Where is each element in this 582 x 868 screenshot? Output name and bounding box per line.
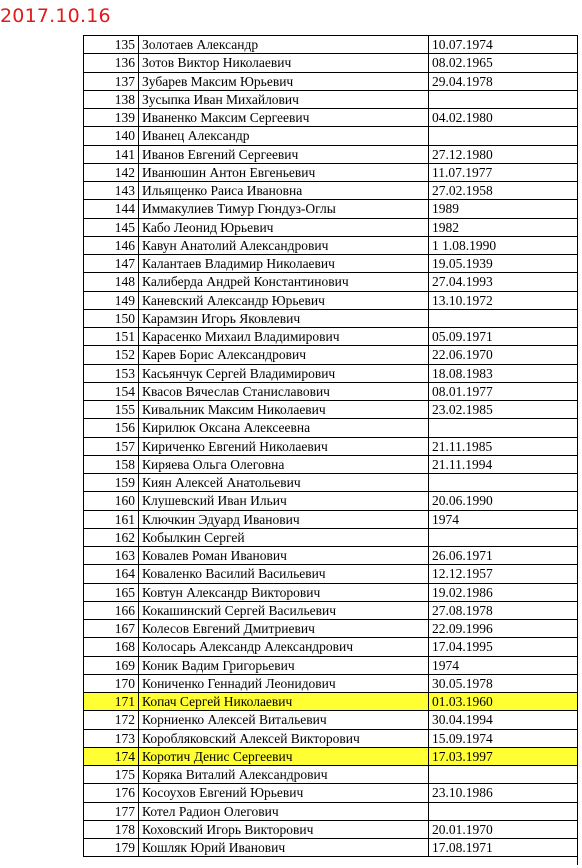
row-number: 179 <box>84 839 139 857</box>
birth-date: 21.11.1985 <box>429 437 578 455</box>
roster-body <box>84 36 578 857</box>
table-row <box>84 510 578 528</box>
row-number: 153 <box>84 364 139 382</box>
row-number: 159 <box>84 474 139 492</box>
row-number: 160 <box>84 492 139 510</box>
table-row <box>84 437 578 455</box>
table-row <box>84 36 578 54</box>
table-row <box>84 419 578 437</box>
row-number: 151 <box>84 328 139 346</box>
birth-date: 11.07.1977 <box>429 163 578 181</box>
table-row <box>84 328 578 346</box>
person-name: Квасов Вячеслав Станиславович <box>139 382 429 400</box>
row-number: 148 <box>84 273 139 291</box>
row-number: 146 <box>84 236 139 254</box>
person-name: Зубарев Максим Юрьевич <box>139 72 429 90</box>
birth-date: 17.03.1997 <box>429 747 578 765</box>
table-row <box>84 620 578 638</box>
row-number: 169 <box>84 656 139 674</box>
person-name: Коротич Денис Сергеевич <box>139 747 429 765</box>
table-row <box>84 638 578 656</box>
birth-date: 17.08.1971 <box>429 839 578 857</box>
birth-date: 19.05.1939 <box>429 255 578 273</box>
table-row <box>84 309 578 327</box>
birth-date: 27.04.1993 <box>429 273 578 291</box>
birth-date <box>429 90 578 108</box>
table-row <box>84 291 578 309</box>
person-name: Киряева Ольга Олеговна <box>139 455 429 473</box>
birth-date <box>429 766 578 784</box>
table-row <box>84 145 578 163</box>
person-name: Иммакулиев Тимур Гюндуз-Оглы <box>139 200 429 218</box>
row-number: 154 <box>84 382 139 400</box>
birth-date <box>429 474 578 492</box>
row-number: 152 <box>84 346 139 364</box>
person-name: Ковалев Роман Иванович <box>139 547 429 565</box>
person-name: Иванец Александр <box>139 127 429 145</box>
row-number: 164 <box>84 565 139 583</box>
row-number: 144 <box>84 200 139 218</box>
row-number: 165 <box>84 583 139 601</box>
person-name: Калиберда Андрей Константинович <box>139 273 429 291</box>
person-name: Кабо Леонид Юрьевич <box>139 218 429 236</box>
person-name: Карамзин Игорь Яковлевич <box>139 309 429 327</box>
person-name: Кивальник Максим Николаевич <box>139 401 429 419</box>
row-number: 137 <box>84 72 139 90</box>
person-name: Зотов Виктор Николаевич <box>139 54 429 72</box>
person-name: Киян Алексей Анатольевич <box>139 474 429 492</box>
birth-date: 1974 <box>429 510 578 528</box>
table-row <box>84 455 578 473</box>
birth-date: 20.06.1990 <box>429 492 578 510</box>
person-name: Коряка Виталий Александрович <box>139 766 429 784</box>
person-name: Клушевский Иван Ильич <box>139 492 429 510</box>
row-number: 166 <box>84 601 139 619</box>
date-stamp: 2017.10.16 <box>0 5 111 27</box>
row-number: 171 <box>84 693 139 711</box>
person-name: Косоухов Евгений Юрьевич <box>139 784 429 802</box>
birth-date <box>429 419 578 437</box>
table-row <box>84 401 578 419</box>
person-name: Карасенко Михаил Владимирович <box>139 328 429 346</box>
birth-date: 30.05.1978 <box>429 674 578 692</box>
row-number: 150 <box>84 309 139 327</box>
birth-date: 22.06.1970 <box>429 346 578 364</box>
row-number: 167 <box>84 620 139 638</box>
table-row <box>84 346 578 364</box>
birth-date: 21.11.1994 <box>429 455 578 473</box>
table-row <box>84 273 578 291</box>
birth-date: 1974 <box>429 656 578 674</box>
person-name: Иванов Евгений Сергеевич <box>139 145 429 163</box>
person-name: Ковтун Александр Викторович <box>139 583 429 601</box>
birth-date: 29.04.1978 <box>429 72 578 90</box>
row-number: 145 <box>84 218 139 236</box>
birth-date: 04.02.1980 <box>429 109 578 127</box>
table-row <box>84 747 578 765</box>
person-name: Кобылкин Сергей <box>139 528 429 546</box>
row-number: 140 <box>84 127 139 145</box>
row-number: 162 <box>84 528 139 546</box>
birth-date: 23.10.1986 <box>429 784 578 802</box>
person-name: Коробляковский Алексей Викторович <box>139 729 429 747</box>
birth-date: 13.10.1972 <box>429 291 578 309</box>
table-row <box>84 528 578 546</box>
table-row <box>84 656 578 674</box>
table-row <box>84 90 578 108</box>
table-row <box>84 729 578 747</box>
birth-date: 27.08.1978 <box>429 601 578 619</box>
birth-date <box>429 127 578 145</box>
row-number: 149 <box>84 291 139 309</box>
row-number: 155 <box>84 401 139 419</box>
row-number: 163 <box>84 547 139 565</box>
birth-date: 1 1.08.1990 <box>429 236 578 254</box>
person-name: Кавун Анатолий Александрович <box>139 236 429 254</box>
birth-date: 23.02.1985 <box>429 401 578 419</box>
table-row <box>84 72 578 90</box>
table-row <box>84 364 578 382</box>
table-row <box>84 547 578 565</box>
birth-date: 22.09.1996 <box>429 620 578 638</box>
person-name: Коховский Игорь Викторович <box>139 820 429 838</box>
table-row <box>84 200 578 218</box>
roster-table <box>83 35 578 857</box>
row-number: 156 <box>84 419 139 437</box>
person-name: Карев Борис Александрович <box>139 346 429 364</box>
row-number: 174 <box>84 747 139 765</box>
birth-date: 17.04.1995 <box>429 638 578 656</box>
row-number: 177 <box>84 802 139 820</box>
birth-date: 1989 <box>429 200 578 218</box>
table-row <box>84 255 578 273</box>
table-row <box>84 109 578 127</box>
row-number: 139 <box>84 109 139 127</box>
row-number: 178 <box>84 820 139 838</box>
birth-date: 27.02.1958 <box>429 182 578 200</box>
table-row <box>84 766 578 784</box>
person-name: Иваненко Максим Сергеевич <box>139 109 429 127</box>
birth-date: 30.04.1994 <box>429 711 578 729</box>
row-number: 135 <box>84 36 139 54</box>
table-row <box>84 711 578 729</box>
row-number: 142 <box>84 163 139 181</box>
birth-date: 15.09.1974 <box>429 729 578 747</box>
birth-date: 18.08.1983 <box>429 364 578 382</box>
table-row <box>84 565 578 583</box>
person-name: Каневский Александр Юрьевич <box>139 291 429 309</box>
table-row <box>84 54 578 72</box>
person-name: Кониченко Геннадий Леонидович <box>139 674 429 692</box>
person-name: Котел Радион Олегович <box>139 802 429 820</box>
row-number: 168 <box>84 638 139 656</box>
row-number: 170 <box>84 674 139 692</box>
person-name: Кирилюк Оксана Алексеевна <box>139 419 429 437</box>
table-row <box>84 601 578 619</box>
person-name: Колосарь Александр Александрович <box>139 638 429 656</box>
table-row <box>84 127 578 145</box>
birth-date: 12.12.1957 <box>429 565 578 583</box>
person-name: Кириченко Евгений Николаевич <box>139 437 429 455</box>
table-row <box>84 218 578 236</box>
person-name: Корниенко Алексей Витальевич <box>139 711 429 729</box>
person-name: Колесов Евгений Дмитриевич <box>139 620 429 638</box>
person-name: Ключкин Эдуард Иванович <box>139 510 429 528</box>
birth-date <box>429 802 578 820</box>
person-name: Коваленко Василий Васильевич <box>139 565 429 583</box>
birth-date: 1982 <box>429 218 578 236</box>
table-row <box>84 382 578 400</box>
person-name: Зусыпка Иван Михайлович <box>139 90 429 108</box>
row-number: 172 <box>84 711 139 729</box>
row-number: 138 <box>84 90 139 108</box>
person-name: Касьянчук Сергей Владимирович <box>139 364 429 382</box>
birth-date: 27.12.1980 <box>429 145 578 163</box>
row-number: 173 <box>84 729 139 747</box>
row-number: 141 <box>84 145 139 163</box>
table-row <box>84 583 578 601</box>
person-name: Копач Сергей Николаевич <box>139 693 429 711</box>
row-number: 136 <box>84 54 139 72</box>
right-border <box>577 35 578 865</box>
person-name: Кокашинский Сергей Васильевич <box>139 601 429 619</box>
table-row <box>84 163 578 181</box>
birth-date: 01.03.1960 <box>429 693 578 711</box>
table-row <box>84 820 578 838</box>
birth-date: 19.02.1986 <box>429 583 578 601</box>
table-row <box>84 474 578 492</box>
row-number: 161 <box>84 510 139 528</box>
person-name: Ильященко Раиса Ивановна <box>139 182 429 200</box>
birth-date: 05.09.1971 <box>429 328 578 346</box>
table-row <box>84 802 578 820</box>
row-number: 157 <box>84 437 139 455</box>
table-row <box>84 693 578 711</box>
birth-date <box>429 528 578 546</box>
table-row <box>84 674 578 692</box>
person-name: Иванюшин Антон Евгеньевич <box>139 163 429 181</box>
birth-date: 20.01.1970 <box>429 820 578 838</box>
table-row <box>84 182 578 200</box>
person-name: Кошляк Юрий Иванович <box>139 839 429 857</box>
row-number: 147 <box>84 255 139 273</box>
row-number: 143 <box>84 182 139 200</box>
birth-date: 26.06.1971 <box>429 547 578 565</box>
row-number: 176 <box>84 784 139 802</box>
birth-date: 08.02.1965 <box>429 54 578 72</box>
person-name: Коник Вадим Григорьевич <box>139 656 429 674</box>
person-name: Золотаев Александр <box>139 36 429 54</box>
table-row <box>84 784 578 802</box>
birth-date: 10.07.1974 <box>429 36 578 54</box>
table-row <box>84 492 578 510</box>
table-row <box>84 839 578 857</box>
birth-date <box>429 309 578 327</box>
birth-date: 08.01.1977 <box>429 382 578 400</box>
row-number: 175 <box>84 766 139 784</box>
table-row <box>84 236 578 254</box>
row-number: 158 <box>84 455 139 473</box>
person-name: Калантаев Владимир Николаевич <box>139 255 429 273</box>
